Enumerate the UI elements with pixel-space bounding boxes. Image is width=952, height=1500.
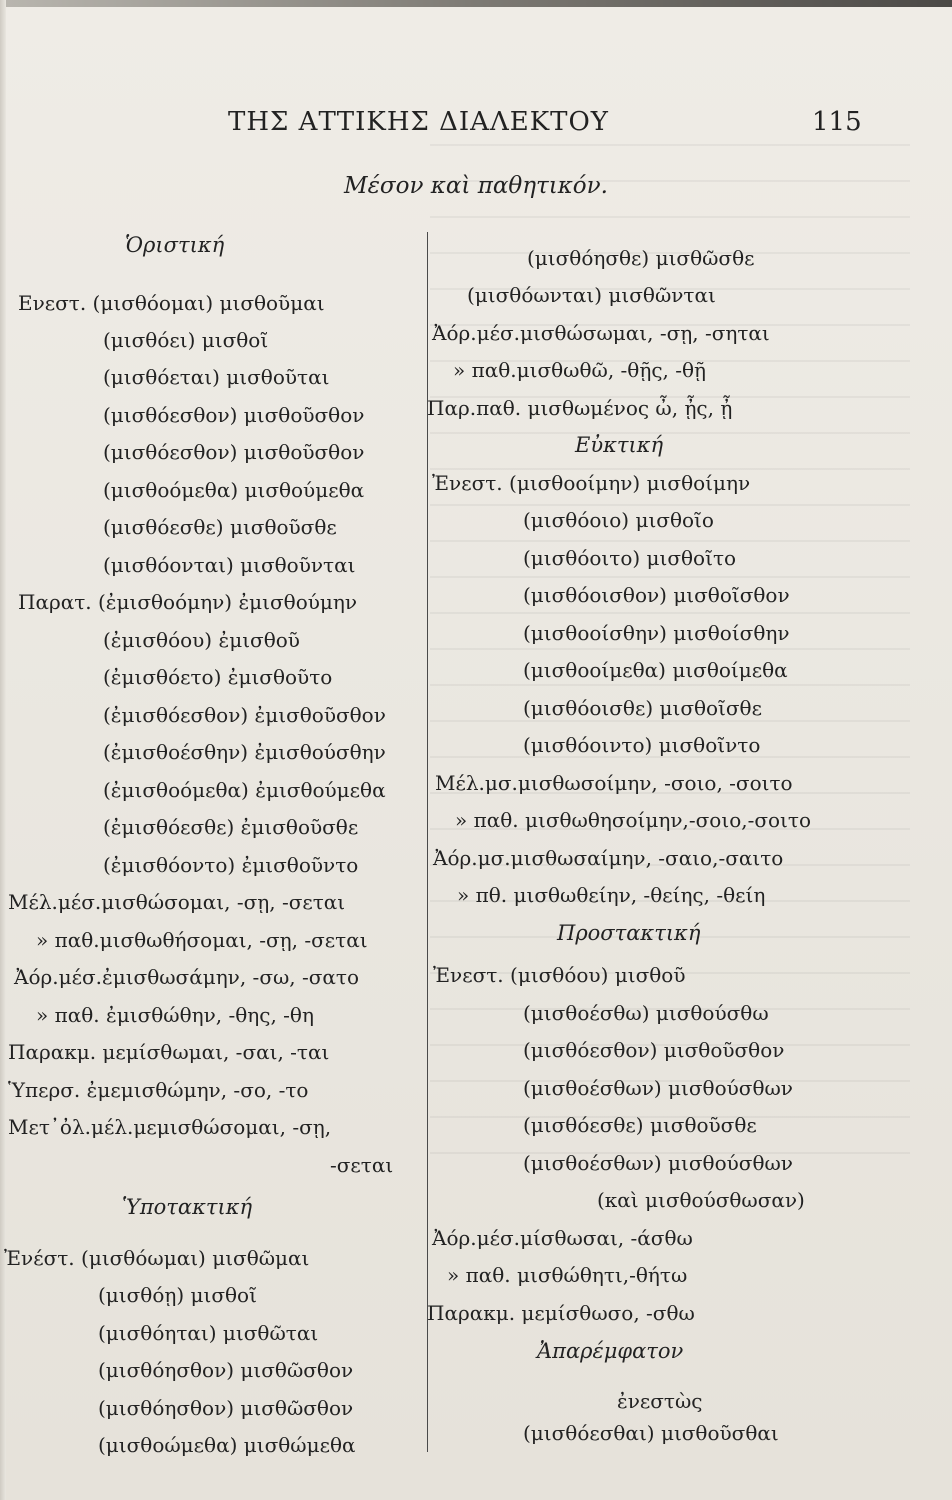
right-column-line: Ἐνεστ. (μισθόου) μισθοῦ — [433, 963, 686, 987]
left-column-line: (ἐμισθόοντο) ἐμισθοῦντο — [103, 853, 359, 877]
right-column-line: Παρ.παθ. μισθωμένος ὦ, ᾖς, ᾖ — [427, 396, 733, 420]
left-column-line: -σεται — [330, 1153, 394, 1177]
right-column-heading: Εὐκτική — [575, 433, 664, 457]
right-column-line: Ἀόρ.μέσ.μίσθωσαι, -άσθω — [432, 1226, 693, 1250]
left-column-line: Παρατ. (ἐμισθοόμην) ἐμισθούμην — [18, 590, 358, 614]
left-column-line: (μισθοώμεθα) μισθώμεθα — [98, 1433, 356, 1457]
right-column-line: (μισθόεσθε) μισθοῦσθε — [523, 1113, 757, 1137]
left-column-line: (μισθόησθον) μισθῶσθον — [98, 1358, 354, 1382]
page-number: 115 — [812, 107, 862, 137]
left-column-line: Ὑπερσ. ἐμεμισθώμην, -σο, -το — [8, 1078, 309, 1102]
right-column-heading: Προστακτική — [557, 921, 701, 945]
page-header — [0, 107, 952, 147]
section-title: Μέσον καὶ παθητικόν. — [344, 173, 608, 199]
right-column-line: (μισθόησθε) μισθῶσθε — [527, 246, 755, 270]
left-column-line: Μέλ.μέσ.μισθώσομαι, -σῃ, -σεται — [8, 890, 346, 914]
left-column-line: Ἐνέστ. (μισθόωμαι) μισθῶμαι — [4, 1246, 310, 1270]
right-column-line: » παθ.μισθωθῶ, -θῇς, -θῇ — [453, 358, 707, 382]
left-column-line: (ἐμισθόεσθον) ἐμισθοῦσθον — [103, 703, 386, 727]
right-column-line: (μισθοέσθων) μισθούσθων — [523, 1076, 793, 1100]
running-title: ΤΗΣ ΑΤΤΙΚΗΣ ΔΙΑΛΕΚΤΟΥ — [228, 107, 609, 137]
right-column-line: Παρακμ. μεμίσθωσο, -σθω — [427, 1301, 695, 1325]
left-column-line: Ἀόρ.μέσ.ἐμισθωσάμην, -σω, -σατο — [14, 965, 360, 989]
right-column-line: (μισθοέσθω) μισθούσθω — [523, 1001, 769, 1025]
right-column-heading: Ἀπαρέμφατον — [537, 1339, 684, 1363]
right-column-line: » παθ. μισθώθητι,-θήτω — [447, 1263, 688, 1287]
left-column-heading: Ὁριστική — [125, 233, 225, 257]
left-column-line: Ενεστ. (μισθόομαι) μισθοῦμαι — [18, 291, 325, 315]
left-column-line: Μετ᾽ὀλ.μέλ.μεμισθώσομαι, -σῃ, — [8, 1115, 332, 1139]
left-column-line: (ἐμισθόου) ἐμισθοῦ — [103, 628, 300, 652]
right-column-line: Ἀόρ.μέσ.μισθώσωμαι, -σῃ, -σηται — [432, 321, 770, 345]
right-column-line: (μισθόεσθον) μισθοῦσθον — [523, 1038, 785, 1062]
right-column-line: (μισθόεσθαι) μισθοῦσθαι — [523, 1421, 779, 1445]
right-column-line: » παθ. μισθωθησοίμην,-σοιο,-σοιτο — [455, 808, 811, 832]
right-column-line: (καὶ μισθούσθωσαν) — [597, 1188, 805, 1212]
right-column-line: (μισθόοισθε) μισθοῖσθε — [523, 696, 762, 720]
left-column-line: (μισθόεσθον) μισθοῦσθον — [103, 440, 365, 464]
right-column-line: » πθ. μισθωθείην, -θείης, -θείη — [457, 883, 766, 907]
left-column-line: (μισθόηται) μισθῶται — [98, 1321, 319, 1345]
left-column-heading: Ὑποτακτική — [122, 1195, 253, 1219]
left-column-line: (μισθόεται) μισθοῦται — [103, 365, 330, 389]
left-column-line: (μισθόεσθε) μισθοῦσθε — [103, 515, 337, 539]
left-column-line: » παθ. ἐμισθώθην, -θης, -θη — [36, 1003, 314, 1027]
left-column-line: (ἐμισθοόμεθα) ἐμισθούμεθα — [103, 778, 386, 802]
right-column-line: Μέλ.μσ.μισθωσοίμην, -σοιο, -σοιτο — [435, 771, 793, 795]
right-column-line: (μισθόοισθον) μισθοῖσθον — [523, 583, 790, 607]
right-column-line: (μισθόοιο) μισθοῖο — [523, 508, 714, 532]
right-column-line: (μισθοοίμεθα) μισθοίμεθα — [523, 658, 788, 682]
right-column-line: Ἐνεστ. (μισθοοίμην) μισθοίμην — [432, 471, 751, 495]
left-column-line: (ἐμισθόεσθε) ἐμισθοῦσθε — [103, 815, 359, 839]
scan-left-edge — [0, 0, 6, 1500]
left-column-line: (μισθόεσθον) μισθοῦσθον — [103, 403, 365, 427]
left-column-line: (μισθοόμεθα) μισθούμεθα — [103, 478, 365, 502]
right-column-line: (μισθόοιντο) μισθοῖντο — [523, 733, 761, 757]
right-column-line: (μισθόοιτο) μισθοῖτο — [523, 546, 737, 570]
right-column-line: ἐνεστὼς — [617, 1389, 703, 1413]
right-column-line: (μισθοοίσθην) μισθοίσθην — [523, 621, 790, 645]
left-column-line: (μισθόῃ) μισθοῖ — [98, 1283, 257, 1307]
left-column-line: (ἐμισθοέσθην) ἐμισθούσθην — [103, 740, 386, 764]
left-column-line: (μισθόονται) μισθοῦνται — [103, 553, 356, 577]
left-column-line: » παθ.μισθωθήσομαι, -σῃ, -σεται — [36, 928, 368, 952]
scan-top-border — [0, 0, 952, 7]
left-column-line: (μισθόει) μισθοῖ — [103, 328, 269, 352]
right-column-line: (μισθόωνται) μισθῶνται — [467, 283, 716, 307]
right-column-line: (μισθοέσθων) μισθούσθων — [523, 1151, 793, 1175]
right-column-line: Ἀόρ.μσ.μισθωσαίμην, -σαιο,-σαιτο — [433, 846, 784, 870]
left-column-line: Παρακμ. μεμίσθωμαι, -σαι, -ται — [8, 1040, 330, 1064]
left-column-line: (μισθόησθον) μισθῶσθον — [98, 1396, 354, 1420]
left-column-line: (ἐμισθόετο) ἐμισθοῦτο — [103, 665, 333, 689]
